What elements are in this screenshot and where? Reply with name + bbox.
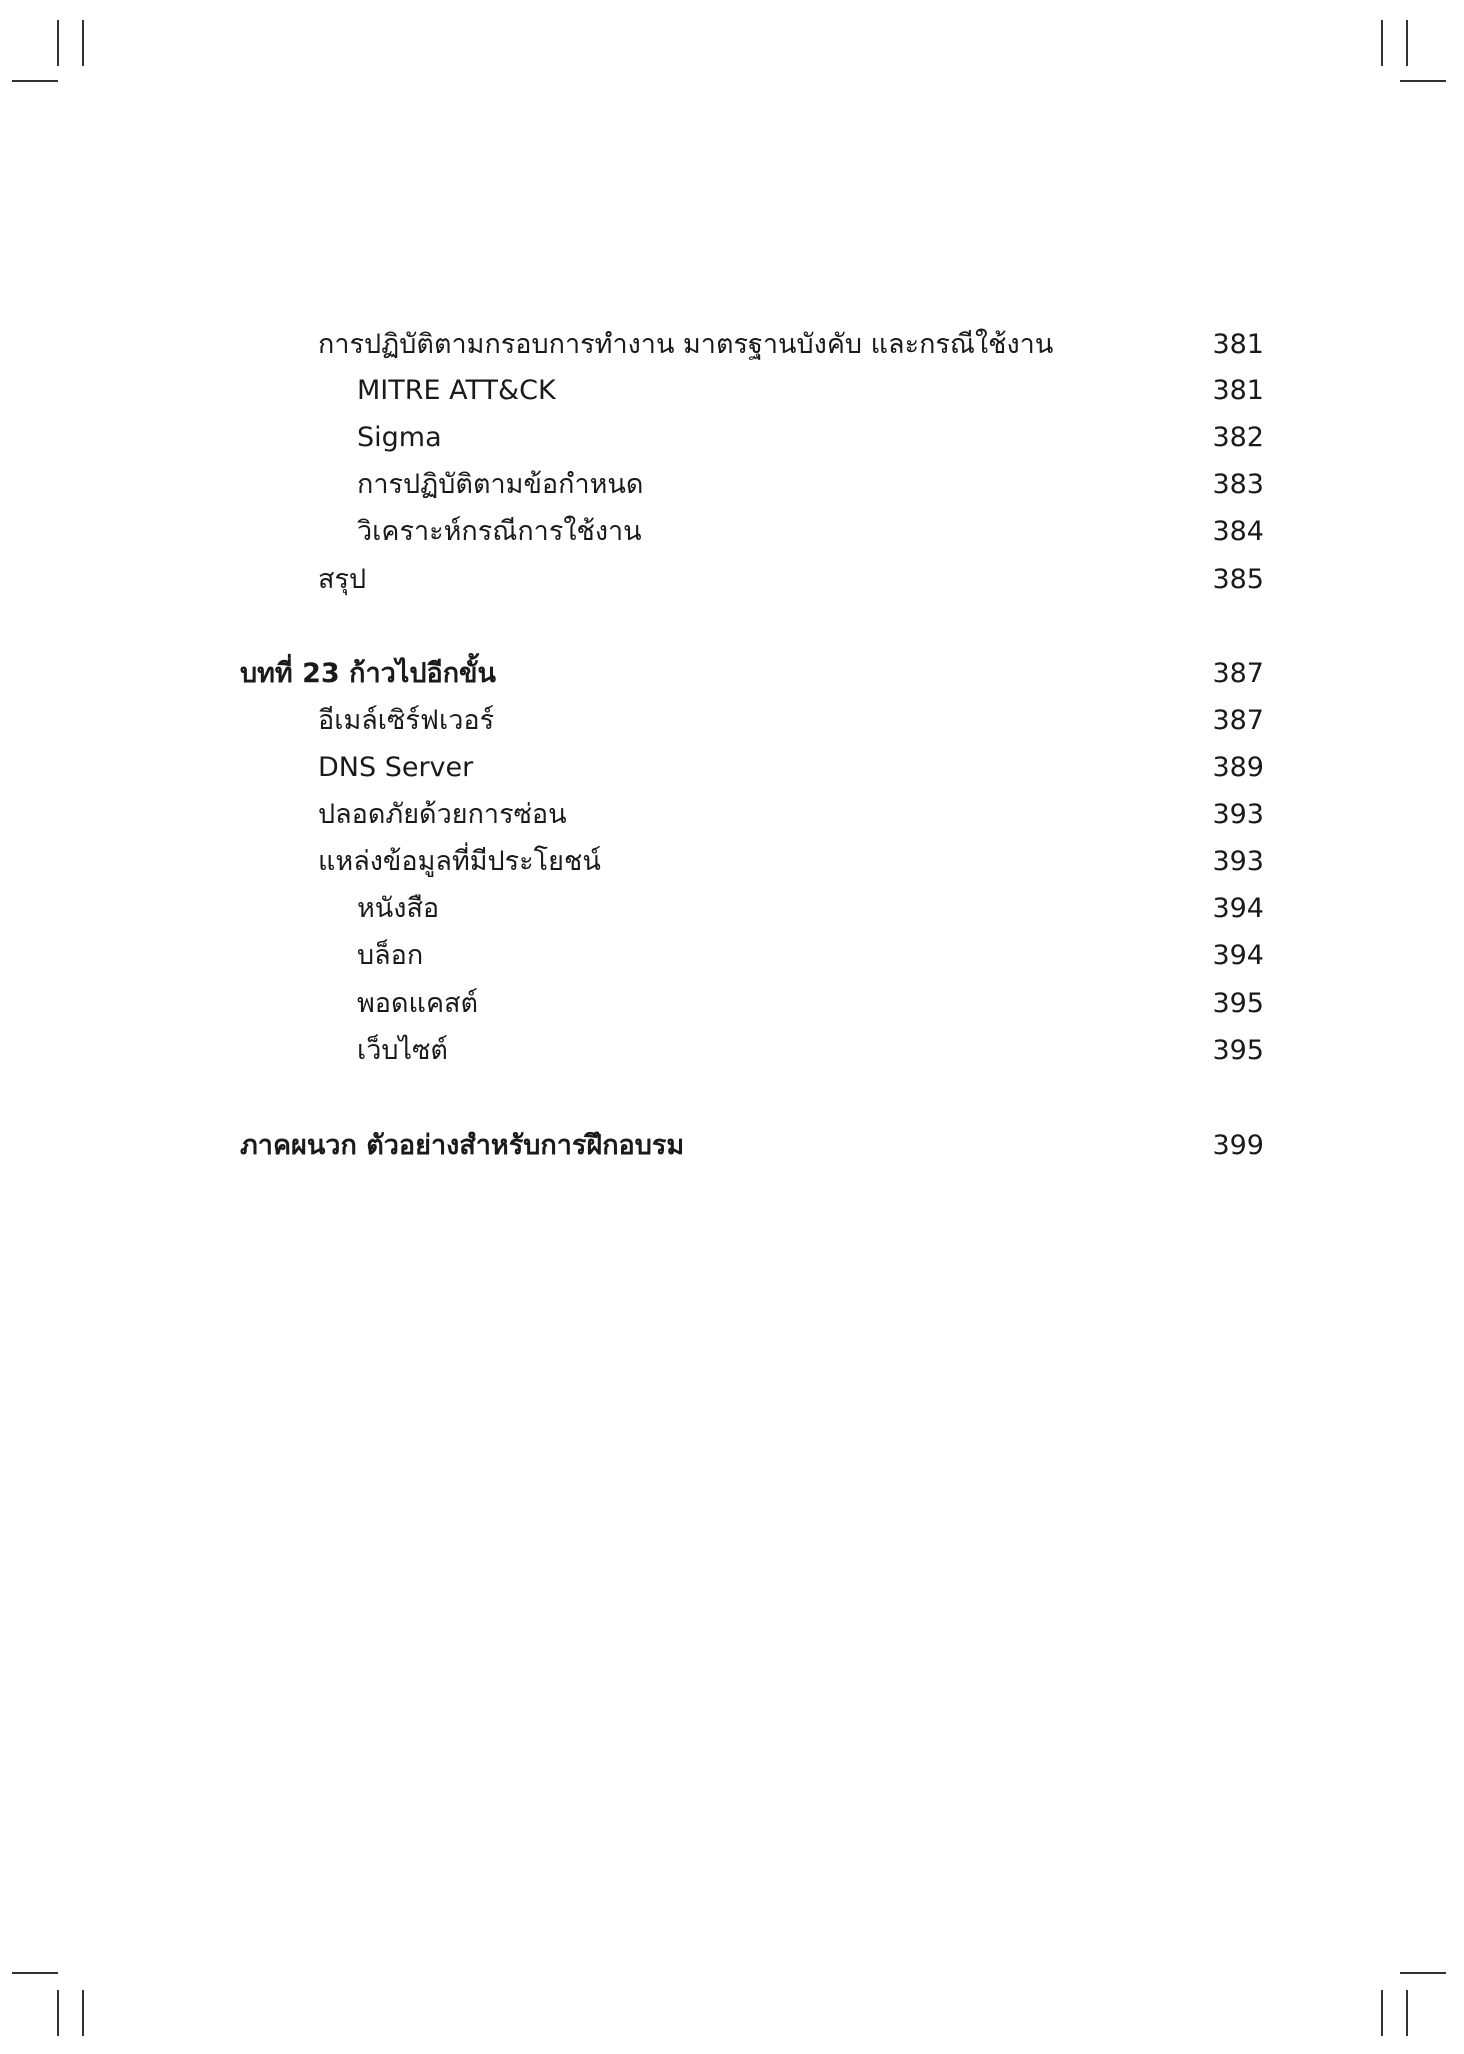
toc-entry[interactable]	[0, 369, 1464, 413]
toc-entry-page: 387	[1212, 705, 1264, 736]
toc-entry[interactable]	[0, 323, 1464, 367]
toc-entry[interactable]	[0, 887, 1464, 931]
toc-entry-title: เว็บไซต์	[357, 1035, 448, 1066]
toc-entry[interactable]	[0, 416, 1464, 460]
toc-appendix-heading[interactable]	[0, 1124, 1464, 1168]
toc-entry-title: DNS Server	[318, 752, 474, 783]
toc-entry-page: 399	[1212, 1130, 1264, 1161]
toc-entry-title: การปฏิบัติตามข้อกำหนด	[357, 469, 644, 500]
toc-entry-page: 381	[1212, 329, 1264, 360]
toc-entry-page: 389	[1212, 752, 1264, 783]
toc-entry[interactable]	[0, 840, 1464, 884]
toc-entry-title: หนังสือ	[357, 893, 440, 924]
toc-entry-title: ภาคผนวก ตัวอย่างสำหรับการฝึกอบรม	[240, 1130, 685, 1161]
toc-entry[interactable]	[0, 934, 1464, 978]
toc-entry-page: 383	[1212, 469, 1264, 500]
toc-entry[interactable]	[0, 982, 1464, 1026]
toc-entry-title: พอดแคสต์	[357, 988, 479, 1019]
toc-entry-page: 394	[1212, 940, 1264, 971]
toc-entry[interactable]	[0, 746, 1464, 790]
toc-entry-page: 381	[1212, 375, 1264, 406]
toc-entry-page: 395	[1212, 1035, 1264, 1066]
toc-entry[interactable]	[0, 699, 1464, 743]
toc-entry-page: 384	[1212, 516, 1264, 547]
toc-entry-title: บล็อก	[357, 940, 424, 971]
toc-entry-title: อีเมล์เซิร์ฟเวอร์	[318, 705, 495, 736]
toc-entry-page: 382	[1212, 422, 1264, 453]
toc-entry-title: Sigma	[357, 422, 442, 453]
toc-entry[interactable]	[0, 510, 1464, 554]
toc-chapter-heading[interactable]	[0, 652, 1464, 696]
toc-entry-title: วิเคราะห์กรณีการใช้งาน	[357, 516, 642, 547]
toc-entry-page: 393	[1212, 799, 1264, 830]
toc-entry-page: 385	[1212, 564, 1264, 595]
toc-entry[interactable]	[0, 558, 1464, 602]
toc-entry-page: 393	[1212, 846, 1264, 877]
toc-entry-title: ปลอดภัยด้วยการซ่อน	[318, 799, 567, 830]
toc-entry[interactable]	[0, 1029, 1464, 1073]
toc-entry-page: 394	[1212, 893, 1264, 924]
toc-entry-title: สรุป	[318, 564, 367, 595]
toc-entry-title: การปฏิบัติตามกรอบการทำงาน มาตรฐานบังคับ และกรณีใช้งาน	[318, 329, 1054, 360]
toc-entry-page: 395	[1212, 988, 1264, 1019]
toc-entry-page: 387	[1212, 658, 1264, 689]
toc-entry[interactable]	[0, 463, 1464, 507]
toc-entry-title: แหล่งข้อมูลที่มีประโยชน์	[318, 846, 601, 877]
toc-entry-title: บทที่ 23 ก้าวไปอีกขั้น	[240, 658, 496, 689]
toc-entry[interactable]	[0, 793, 1464, 837]
toc-entry-title: MITRE ATT&CK	[357, 375, 556, 406]
